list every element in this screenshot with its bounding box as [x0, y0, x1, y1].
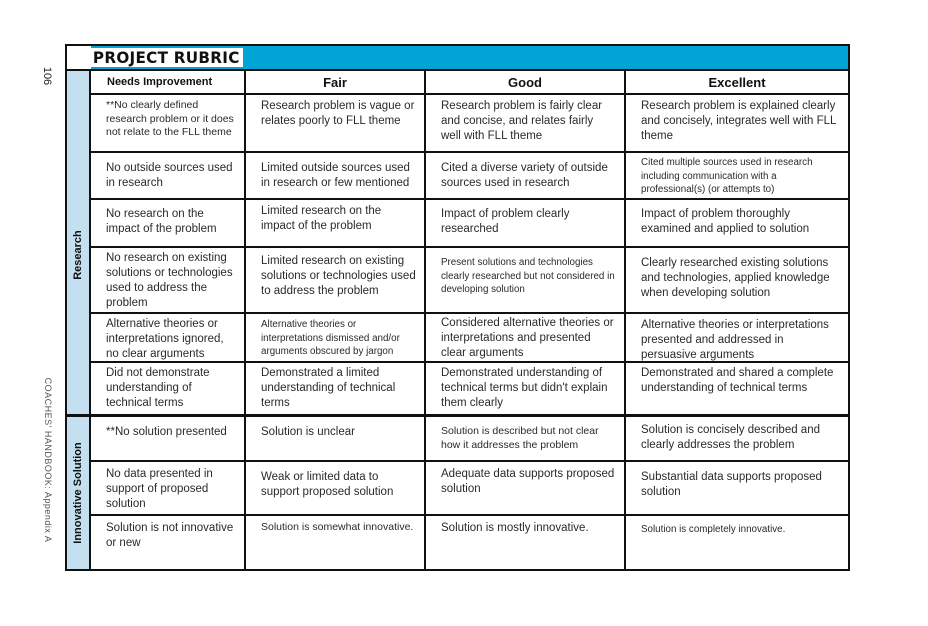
- solution-row1-fair: Solution is unclear: [246, 417, 426, 462]
- research-row4-good: Present solutions and technologies clearly researched but not considered in developing solution: [426, 248, 626, 314]
- research-row6-excellent: Demonstrated and shared a complete understanding of technical terms: [626, 363, 848, 417]
- solution-row2-excellent: Substantial data supports proposed solution: [626, 462, 848, 516]
- research-row4-excellent: Clearly researched existing solutions and technologies, applied knowledge when developing solution: [626, 248, 848, 314]
- research-row6-needs-improvement: Did not demonstrate understanding of technical terms: [91, 363, 246, 417]
- research-row3-fair: Limited research on the impact of the problem: [246, 200, 426, 248]
- column-header-excellent: Excellent: [626, 71, 848, 95]
- solution-row1-excellent: Solution is concisely described and clearly addresses the problem: [626, 417, 848, 462]
- rubric-title: PROJECT RUBRIC: [91, 48, 243, 67]
- page-number: 106: [41, 66, 54, 86]
- research-row3-excellent: Impact of problem thoroughly examined and applied to solution: [626, 200, 848, 248]
- solution-row1-good: Solution is described but not clear how it addresses the problem: [426, 417, 626, 462]
- title-bar-white-block: [67, 46, 91, 69]
- research-row6-good: Demonstrated understanding of technical terms but didn't explain them clearly: [426, 363, 626, 417]
- research-row2-excellent: Cited multiple sources used in research including communication with a professional(s) (or attempts to): [626, 153, 848, 200]
- research-row6-fair: Demonstrated a limited understanding of technical terms: [246, 363, 426, 417]
- section-label-innovative-solution-cell: [67, 417, 91, 569]
- research-row4-needs-improvement: No research on existing solutions or technologies used to address the problem: [91, 248, 246, 314]
- section-label-research-cell: [67, 95, 91, 417]
- research-row5-good: Considered alternative theories or interpretations and presented clear arguments: [426, 314, 626, 363]
- solution-row2-fair: Weak or limited data to support proposed solution: [246, 462, 426, 516]
- research-row1-needs-improvement: **No clearly defined research problem or it does not relate to the FLL theme: [91, 95, 246, 153]
- column-header-good: Good: [426, 71, 626, 95]
- research-row2-needs-improvement: No outside sources used in research: [91, 153, 246, 200]
- research-row1-excellent: Research problem is explained clearly and concisely, integrates well with FLL theme: [626, 95, 848, 153]
- research-row1-fair: Research problem is vague or relates poorly to FLL theme: [246, 95, 426, 153]
- research-row3-needs-improvement: No research on the impact of the problem: [91, 200, 246, 248]
- solution-row1-needs-improvement: **No solution presented: [91, 417, 246, 462]
- project-rubric-table: [65, 44, 850, 571]
- research-row5-fair: Alternative theories or interpretations dismissed and/or arguments obscured by jargon: [246, 314, 426, 363]
- research-row2-good: Cited a diverse variety of outside sources used in research: [426, 153, 626, 200]
- column-header-fair: Fair: [246, 71, 426, 95]
- solution-row3-needs-improvement: Solution is not innovative or new: [91, 516, 246, 569]
- solution-row3-good: Solution is mostly innovative.: [426, 516, 626, 569]
- title-bar: [67, 46, 848, 71]
- solution-row3-fair: Solution is somewhat innovative.: [246, 516, 426, 569]
- research-row5-excellent: Alternative theories or interpretations presented and addressed in persuasive arguments: [626, 314, 848, 363]
- header-side-cell: [67, 71, 91, 95]
- research-row5-needs-improvement: Alternative theories or interpretations ignored, no clear arguments: [91, 314, 246, 363]
- solution-row2-needs-improvement: No data presented in support of proposed solution: [91, 462, 246, 516]
- solution-row2-good: Adequate data supports proposed solution: [426, 462, 626, 516]
- section-label-innovative-solution: Innovative Solution: [72, 442, 84, 544]
- research-row3-good: Impact of problem clearly researched: [426, 200, 626, 248]
- solution-row3-excellent: Solution is completely innovative.: [641, 524, 786, 535]
- research-row1-good: Research problem is fairly clear and concise, and relates fairly well with FLL theme: [426, 95, 626, 153]
- research-row4-fair: Limited research on existing solutions or technologies used to address the problem: [246, 248, 426, 314]
- research-row2-fair: Limited outside sources used in research or few mentioned: [246, 153, 426, 200]
- section-label-research: Research: [72, 229, 84, 280]
- column-header-needs-improvement: Needs Improvement: [91, 71, 246, 95]
- handbook-footer: COACHES' HANDBOOK: Appendix A: [43, 377, 53, 543]
